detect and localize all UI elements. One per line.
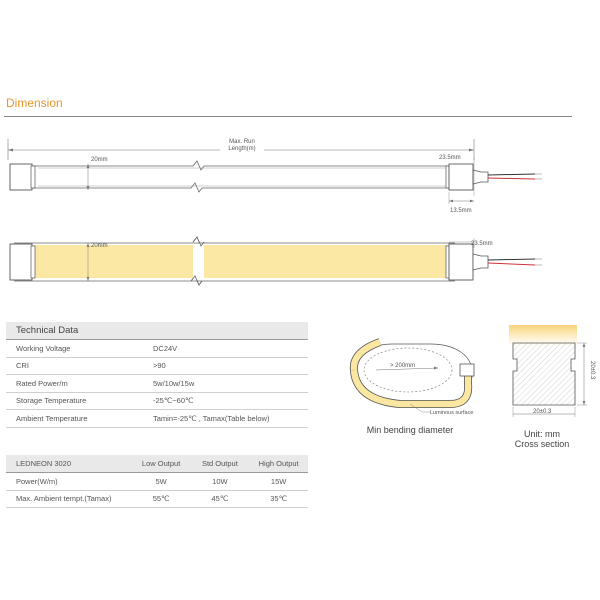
bending-diagram [340,330,500,430]
header-cell: Std Output [201,459,238,468]
row-value: 45℃ [211,494,229,504]
row-label: Ambient Temperature [16,413,88,423]
table-row [6,473,308,491]
table-row [6,491,308,509]
row-value: 5W [155,476,167,486]
row-value: 10W [212,476,228,486]
row-label: CRI [16,361,29,371]
table-row [6,410,308,428]
technical-data-table [6,322,308,428]
unit-label: Unit: mm [524,429,560,439]
width-label: 20±0.3 [533,409,552,415]
strip-lit [10,237,542,285]
table-row [6,393,308,411]
section-title: Dimension [6,96,63,110]
row-value: >90 [153,361,166,371]
technical-data-title: Technical Data [6,322,308,340]
output-table [6,455,308,508]
row-value: 55℃ [152,494,170,504]
row-value: Tamin=-25℃ , Tamax(Table below) [153,413,270,423]
strip2-height-label: 20mm [91,243,108,249]
row-label: Working Voltage [16,343,71,353]
max-run-dimension [8,136,474,160]
strip2-end-width-label: 23.5mm [471,241,493,247]
row-value: DC24V [153,343,178,353]
header-cell: LEDNEON 3020 [16,459,72,468]
strip1-height-label: 20mm [91,157,108,163]
header-cell: High Output [258,459,299,468]
row-label: Power(W/m) [16,476,58,486]
max-run-label-2: Length(m) [228,146,256,152]
luminous-surface-label: Luminous surface [430,410,474,416]
row-value: -25℃~60℃ [153,396,194,406]
table-row [6,340,308,358]
bending-caption: Min bending diameter [366,425,454,435]
header-cell: Low Output [141,459,181,468]
height-label: 20±0.3 [589,361,595,380]
row-label: Rated Power/m [16,378,68,388]
bend-radius-label: > 200mm [390,363,416,369]
table-row [6,375,308,393]
row-label: Max. Ambient tempt.(Tamax) [16,494,112,504]
row-value: 35℃ [270,494,288,504]
table-row [6,358,308,376]
row-label: Storage Temperature [16,396,87,406]
strip1-end-width-label: 23.5mm [439,155,461,161]
strip-outline [10,155,542,214]
max-run-label-1: Max. Run [229,139,255,145]
row-value: 5w/10w/15w [153,378,195,388]
output-table-header [6,455,308,473]
cross-section-diagram [505,325,600,420]
strip1-end-length-label: 13.5mm [450,208,472,214]
row-value: 15W [270,476,287,486]
cross-section-caption: Cross section [514,439,570,449]
